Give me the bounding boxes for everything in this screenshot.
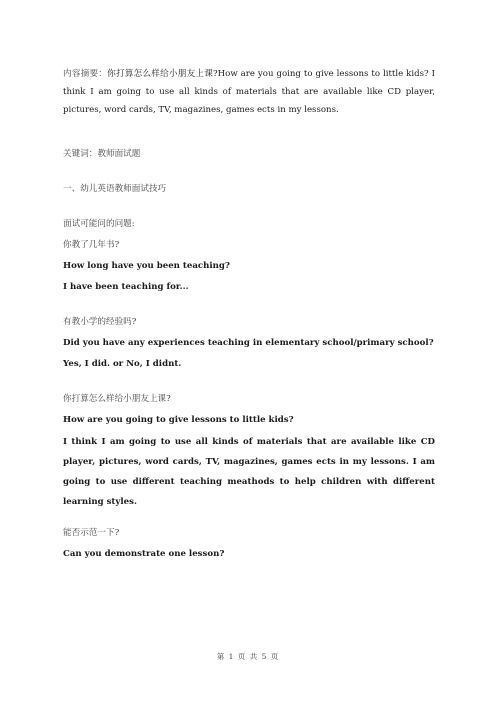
abstract (63, 65, 435, 119)
keywords-label: 关键词： (63, 149, 98, 159)
q1-chinese: 你教了几年书? (63, 240, 120, 250)
questions-intro: 面试可能问的问题: (63, 219, 135, 229)
keywords (63, 145, 435, 163)
q1-english: How long have you been teaching? (63, 261, 230, 271)
q1-answer: I have been teaching for... (63, 282, 189, 292)
page-footer: 第 1 页 共 5 页 (216, 652, 280, 661)
abstract-text: 你打算怎么样给小朋友上课?How are you going to give lessons to little kids? I think I am going to use all kinds of materials that are available like CD player, pictures, word cards, TV, magazines, games ects in my lessons. (63, 69, 435, 115)
q4-chinese: 能否示范一下? (63, 528, 120, 538)
keywords-text: 教师面试题 (97, 149, 141, 159)
q4-english: Can you demonstrate one lesson? (63, 549, 225, 559)
q3-english: How are you going to give lessons to little kids? (63, 415, 294, 425)
q3-answer: I think I am going to use all kinds of materials that are available like CD player, pictures, word cards, TV, magazines, games ects in my lessons. I am going to use different teaching meathods to help children with different learning styles. (63, 437, 435, 507)
section-heading: 一、幼儿英语教师面试技巧 (63, 184, 167, 194)
q2-english: Did you have any experiences teaching in elementary school/primary school? (63, 338, 434, 348)
q3-chinese: 你打算怎么样给小朋友上课? (63, 394, 171, 404)
abstract-label: 内容摘要： (63, 69, 108, 79)
q2-answer: Yes, I did. or No, I didnt. (63, 359, 182, 369)
q2-chinese: 有教小学的经验吗? (63, 317, 137, 327)
